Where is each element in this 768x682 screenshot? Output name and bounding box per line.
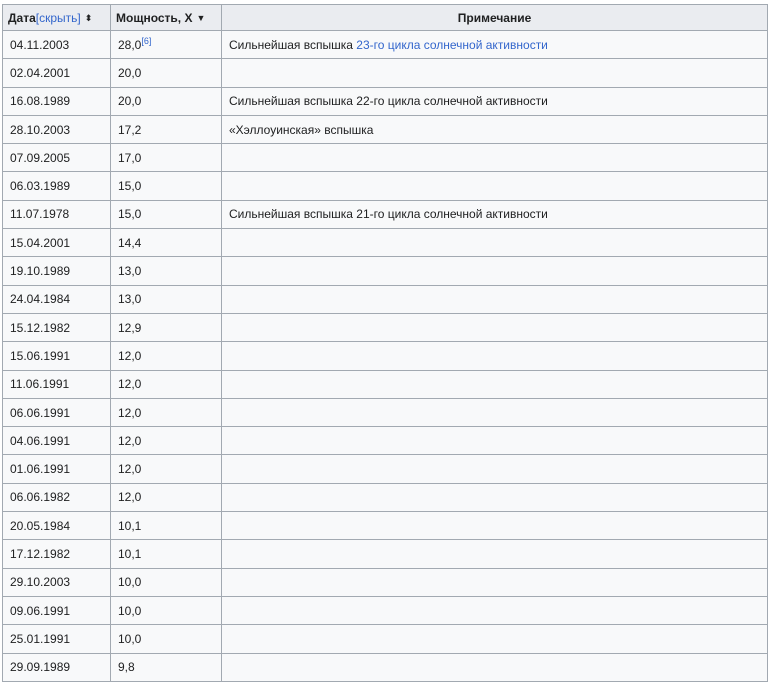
solar-flares-table <box>2 4 768 682</box>
date-cell: 15.06.1991 <box>3 342 111 370</box>
power-cell: 17,2 <box>111 115 222 143</box>
table-row <box>3 59 768 87</box>
power-cell: 12,0 <box>111 342 222 370</box>
date-cell: 15.12.1982 <box>3 313 111 341</box>
table-row <box>3 625 768 653</box>
power-cell: 10,0 <box>111 625 222 653</box>
note-cell <box>222 512 768 540</box>
note-cell <box>222 483 768 511</box>
power-cell: 10,0 <box>111 568 222 596</box>
power-value: 28,0 <box>118 37 142 52</box>
note-cell: «Хэллоуинская» вспышка <box>222 115 768 143</box>
note-cell <box>222 370 768 398</box>
table-row <box>3 257 768 285</box>
power-cell: 10,0 <box>111 596 222 624</box>
note-cell <box>222 144 768 172</box>
table-row <box>3 427 768 455</box>
table-row <box>3 370 768 398</box>
power-cell: 15,0 <box>111 172 222 200</box>
power-cell: 12,0 <box>111 427 222 455</box>
power-cell: 13,0 <box>111 257 222 285</box>
date-cell: 25.01.1991 <box>3 625 111 653</box>
power-cell: 20,0 <box>111 59 222 87</box>
power-cell: 12,0 <box>111 483 222 511</box>
date-cell: 02.04.2001 <box>3 59 111 87</box>
power-cell: 13,0 <box>111 285 222 313</box>
table-row <box>3 115 768 143</box>
date-header-label: Дата <box>8 10 36 25</box>
table-row <box>3 342 768 370</box>
table-row <box>3 568 768 596</box>
note-cell <box>222 625 768 653</box>
note-cell: Сильнейшая вспышка 22-го цикла солнечной активности <box>222 87 768 115</box>
date-cell: 04.11.2003 <box>3 31 111 59</box>
date-cell: 29.09.1989 <box>3 653 111 681</box>
power-cell: 15,0 <box>111 200 222 228</box>
note-cell <box>222 31 768 59</box>
date-cell: 17.12.1982 <box>3 540 111 568</box>
power-cell: 12,0 <box>111 455 222 483</box>
power-column-header[interactable] <box>111 5 222 31</box>
note-cell <box>222 229 768 257</box>
reference-link[interactable]: [6] <box>141 35 152 46</box>
table-row <box>3 455 768 483</box>
note-cell <box>222 653 768 681</box>
table-row <box>3 596 768 624</box>
table-row <box>3 653 768 681</box>
date-cell: 04.06.1991 <box>3 427 111 455</box>
power-cell <box>111 31 222 59</box>
note-text: Сильнейшая вспышка <box>229 37 357 52</box>
power-cell: 17,0 <box>111 144 222 172</box>
table-row <box>3 398 768 426</box>
sort-descending-icon[interactable]: ▼ <box>196 12 206 23</box>
date-cell: 06.06.1982 <box>3 483 111 511</box>
solar-cycle-link[interactable]: 23-го цикла солнечной активности <box>356 37 548 52</box>
date-cell: 09.06.1991 <box>3 596 111 624</box>
power-header-label: Мощность, X <box>116 10 193 25</box>
note-column-header[interactable] <box>222 5 768 31</box>
date-cell: 15.04.2001 <box>3 229 111 257</box>
date-cell: 19.10.1989 <box>3 257 111 285</box>
date-cell: 24.04.1984 <box>3 285 111 313</box>
power-cell: 12,0 <box>111 398 222 426</box>
hide-table-link[interactable]: [скрыть] <box>35 10 81 25</box>
power-cell: 9,8 <box>111 653 222 681</box>
note-cell <box>222 455 768 483</box>
date-cell: 29.10.2003 <box>3 568 111 596</box>
date-cell: 11.06.1991 <box>3 370 111 398</box>
date-cell: 06.06.1991 <box>3 398 111 426</box>
table-header-row <box>3 5 768 31</box>
note-cell <box>222 342 768 370</box>
note-cell <box>222 285 768 313</box>
date-cell: 01.06.1991 <box>3 455 111 483</box>
date-cell: 11.07.1978 <box>3 200 111 228</box>
date-cell: 20.05.1984 <box>3 512 111 540</box>
note-cell <box>222 257 768 285</box>
power-cell: 20,0 <box>111 87 222 115</box>
note-cell <box>222 398 768 426</box>
table-row <box>3 87 768 115</box>
table-row <box>3 313 768 341</box>
table-row <box>3 144 768 172</box>
power-cell: 12,9 <box>111 313 222 341</box>
note-cell <box>222 596 768 624</box>
note-cell <box>222 540 768 568</box>
note-cell <box>222 59 768 87</box>
table-row <box>3 540 768 568</box>
note-cell <box>222 568 768 596</box>
sort-icon[interactable]: ⬍ <box>84 12 93 23</box>
table-row <box>3 31 768 59</box>
table-row <box>3 512 768 540</box>
date-cell: 06.03.1989 <box>3 172 111 200</box>
note-cell <box>222 427 768 455</box>
table-row <box>3 285 768 313</box>
note-header-label: Примечание <box>457 10 532 25</box>
power-cell: 10,1 <box>111 540 222 568</box>
power-cell: 10,1 <box>111 512 222 540</box>
note-cell: Сильнейшая вспышка 21-го цикла солнечной активности <box>222 200 768 228</box>
table-row <box>3 229 768 257</box>
date-cell: 28.10.2003 <box>3 115 111 143</box>
power-cell: 12,0 <box>111 370 222 398</box>
power-cell: 14,4 <box>111 229 222 257</box>
date-column-header[interactable] <box>3 5 111 31</box>
table-row <box>3 172 768 200</box>
date-cell: 07.09.2005 <box>3 144 111 172</box>
date-cell: 16.08.1989 <box>3 87 111 115</box>
note-cell <box>222 313 768 341</box>
table-row <box>3 200 768 228</box>
note-cell <box>222 172 768 200</box>
table-row <box>3 483 768 511</box>
